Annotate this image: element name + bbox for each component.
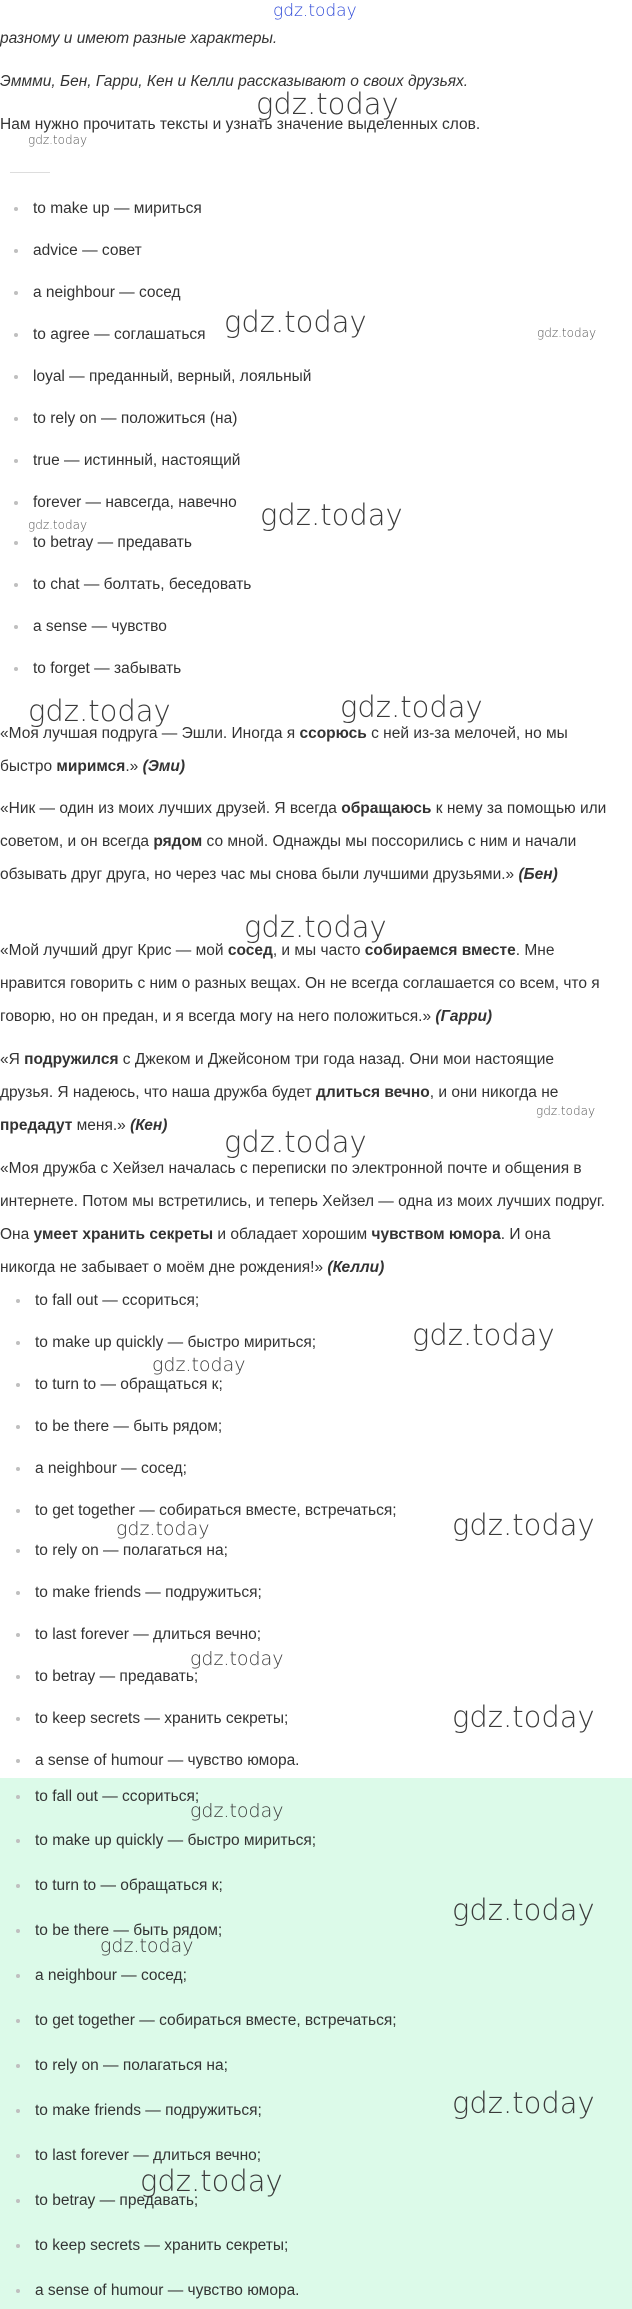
list-item: to turn to — обращаться к; (16, 1876, 223, 1896)
list-item: a sense — чувство (14, 617, 167, 637)
list-item: to chat — болтать, беседовать (14, 575, 251, 595)
text-emmy: «Моя лучшая подруга — Эшли. Иногда я ссорюсь с ней из-за мелочей, но мы быстро миримся.» (Эми) (0, 725, 568, 775)
intro-line-2: Эммми, Бен, Гарри, Кен и Келли рассказывают о своих друзьях. (0, 73, 469, 90)
watermark: gdz.today (244, 910, 387, 944)
list-item: to keep secrets — хранить секреты; (16, 2236, 288, 2256)
list-item: to make up quickly — быстро мириться; (16, 1333, 316, 1353)
watermark: gdz.today (452, 1508, 595, 1542)
list-item: to be there — быть рядом; (16, 1921, 222, 1941)
list-item: to fall out — ссориться; (16, 1291, 199, 1311)
list-item: to make up quickly — быстро мириться; (16, 1831, 316, 1851)
list-item: to keep secrets — хранить секреты; (16, 1709, 288, 1729)
text-ben: «Ник — один из моих лучших друзей. Я всегда обращаюсь к нему за помощью или советом, и он всегда рядом со мной. Однажды мы поссорились с ним и начали обзывать друг друга, но через час мы снова были лучшими друзьями.» (Бен) (0, 800, 607, 883)
watermark: gdz.today (28, 694, 171, 728)
list-item: to turn to — обращаться к; (16, 1375, 223, 1395)
list-item: to fall out — ссориться; (16, 1787, 199, 1807)
list-item: a neighbour — сосед (14, 283, 181, 303)
list-item: to rely on — положиться (на) (14, 409, 237, 429)
list-item: forever — навсегда, навечно (14, 493, 237, 513)
list-item: to get together — собираться вместе, встречаться; (16, 2011, 397, 2031)
list-item: true — истинный, настоящий (14, 451, 240, 471)
watermark: gdz.today (536, 1104, 596, 1118)
list-item: a neighbour — сосед; (16, 1459, 187, 1479)
site-logo-link[interactable]: gdz.today (273, 1, 357, 21)
list-item: to betray — предавать; (16, 1667, 198, 1687)
watermark: gdz.today (116, 1518, 210, 1540)
list-item: to make friends — подружиться; (16, 1583, 262, 1603)
watermark: gdz.today (340, 690, 483, 724)
list-item: a neighbour — сосед; (16, 1966, 187, 1986)
watermark: gdz.today (452, 1700, 595, 1734)
watermark: gdz.today (140, 2164, 283, 2198)
watermark: gdz.today (28, 133, 88, 147)
list-item: to last forever — длиться вечно; (16, 2146, 261, 2166)
watermark: gdz.today (190, 1648, 284, 1670)
watermark: gdz.today (28, 518, 88, 532)
list-item: to make friends — подружиться; (16, 2101, 262, 2121)
list-item: a sense of humour — чувство юмора. (16, 1751, 300, 1771)
text-kelly: «Моя дружба с Хейзел началась с переписки по электронной почте и общения в интернете. Потом мы встретились, и теперь Хейзел — одна из моих лучших подруг. Она умеет хранить секреты и обладает хорошим чувством юмора. И она никогда не забывает о моём дне рождения!» (Келли) (0, 1160, 605, 1276)
list-item: to agree — соглашаться (14, 325, 206, 345)
watermark: gdz.today (224, 305, 367, 339)
watermark: gdz.today (100, 1935, 194, 1957)
list-item: to last forever — длиться вечно; (16, 1625, 261, 1645)
watermark: gdz.today (224, 1125, 367, 1159)
watermark: gdz.today (452, 1893, 595, 1927)
list-item: to forget — забывать (14, 659, 181, 679)
divider (10, 172, 50, 173)
watermark: gdz.today (190, 1800, 284, 1822)
list-item: to rely on — полагаться на; (16, 2056, 228, 2076)
watermark: gdz.today (260, 498, 403, 532)
list-item: loyal — преданный, верный, лояльный (14, 367, 311, 387)
list-item: to be there — быть рядом; (16, 1417, 222, 1437)
intro-line-1: разному и имеют разные характеры. (0, 30, 278, 47)
watermark: gdz.today (412, 1318, 555, 1352)
intro-line-3: Нам нужно прочитать тексты и узнать значение выделенных слов. (0, 116, 481, 133)
watermark: gdz.today (152, 1354, 246, 1376)
watermark: gdz.today (256, 87, 399, 121)
text-harry: «Мой лучший друг Крис — мой сосед, и мы часто собираемся вместе. Мне нравится говорить с ним о разных вещах. Он не всегда соглашается со всем, что я говорю, но он предан, и я всегда могу на него положиться.» (Гарри) (0, 942, 600, 1025)
watermark: gdz.today (537, 326, 597, 340)
list-item: a sense of humour — чувство юмора. (16, 2281, 300, 2301)
watermark: gdz.today (452, 2086, 595, 2120)
text-ken: «Я подружился с Джеком и Джейсоном три года назад. Они мои настоящие друзья. Я надеюсь, что наша дружба будет длиться вечно, и они никогда не предадут меня.» (Кен) (0, 1051, 559, 1134)
list-item: to rely on — полагаться на; (16, 1541, 228, 1561)
list-item: advice — совет (14, 241, 142, 261)
answer-block (0, 1778, 632, 2309)
list-item: to betray — предавать (14, 533, 192, 553)
list-item: to get together — собираться вместе, встречаться; (16, 1501, 397, 1521)
list-item: to betray — предавать; (16, 2191, 198, 2211)
list-item: to make up — мириться (14, 199, 202, 219)
